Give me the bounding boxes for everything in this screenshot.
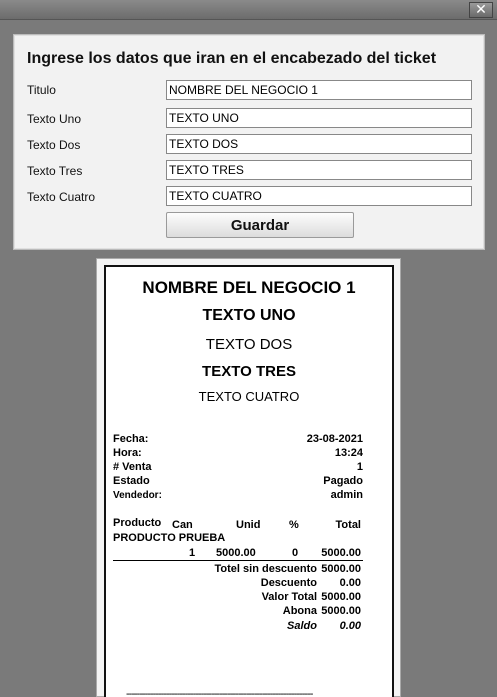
total-value: 5000.00 xyxy=(321,605,361,617)
ticket-title: NOMBRE DEL NEGOCIO 1 xyxy=(142,278,356,297)
texto-cuatro-input[interactable] xyxy=(166,186,472,206)
ticket-info-row xyxy=(113,475,363,487)
info-label: Estado xyxy=(113,475,150,487)
ticket-info-row xyxy=(113,461,363,473)
texto-cuatro-label: Texto Cuatro xyxy=(27,190,96,204)
total-label: Descuento xyxy=(260,577,317,589)
ticket-info-row xyxy=(113,433,363,445)
ticket-preview-panel xyxy=(96,258,401,697)
title-bar xyxy=(0,0,497,20)
item-can: 1 xyxy=(189,547,196,559)
ticket-texto-tres: TEXTO TRES xyxy=(202,363,296,380)
info-value: admin xyxy=(330,489,363,501)
info-value: 13:24 xyxy=(334,447,363,459)
guardar-button[interactable]: Guardar xyxy=(166,212,354,238)
form-heading: Ingrese los datos que iran en el encabezado del ticket xyxy=(27,50,437,67)
total-value: 0.00 xyxy=(339,577,361,589)
ticket-info-row xyxy=(113,489,363,501)
texto-uno-input[interactable] xyxy=(166,108,472,128)
col-can: Can xyxy=(172,519,193,531)
texto-dos-label: Texto Dos xyxy=(27,138,81,152)
texto-tres-label: Texto Tres xyxy=(27,164,83,178)
ticket-separator: ---------------------------------------------------------------------- xyxy=(126,688,313,697)
ticket-info-row xyxy=(113,447,363,459)
item-unid: 5000.00 xyxy=(216,547,256,559)
texto-uno-label: Texto Uno xyxy=(27,112,82,126)
col-producto: Producto xyxy=(113,517,162,529)
ticket-texto-uno: TEXTO UNO xyxy=(202,307,296,324)
ticket-preview xyxy=(104,265,394,697)
titulo-label: Titulo xyxy=(27,83,56,97)
total-label: Saldo xyxy=(287,620,317,632)
item-total: 5000.00 xyxy=(321,547,361,559)
info-value: Pagado xyxy=(323,475,363,487)
texto-dos-input[interactable] xyxy=(166,134,472,154)
col-unid: Unid xyxy=(236,519,261,531)
info-label: # Venta xyxy=(113,461,152,473)
info-label: Vendedor: xyxy=(113,490,162,501)
total-label: Valor Total xyxy=(261,591,317,603)
info-label: Fecha: xyxy=(113,433,149,445)
col-pct: % xyxy=(289,519,299,531)
info-value: 23-08-2021 xyxy=(306,433,363,445)
item-pct: 0 xyxy=(292,547,299,559)
titulo-input[interactable] xyxy=(166,80,472,100)
total-value: 0.00 xyxy=(339,620,361,632)
col-total: Total xyxy=(335,519,361,531)
texto-tres-input[interactable] xyxy=(166,160,472,180)
total-label: Totel sin descuento xyxy=(214,563,317,575)
total-value: 5000.00 xyxy=(321,563,361,575)
total-label: Abona xyxy=(282,605,317,617)
info-value: 1 xyxy=(356,461,363,473)
item-name: PRODUCTO PRUEBA xyxy=(113,532,226,544)
header-form-panel xyxy=(13,34,485,250)
ticket-texto-dos: TEXTO DOS xyxy=(205,336,293,353)
totals-divider xyxy=(113,560,363,561)
ticket-texto-cuatro: TEXTO CUATRO xyxy=(198,389,300,404)
info-label: Hora: xyxy=(113,447,142,459)
close-icon[interactable]: ✕ xyxy=(469,2,493,18)
total-value: 5000.00 xyxy=(321,591,361,603)
